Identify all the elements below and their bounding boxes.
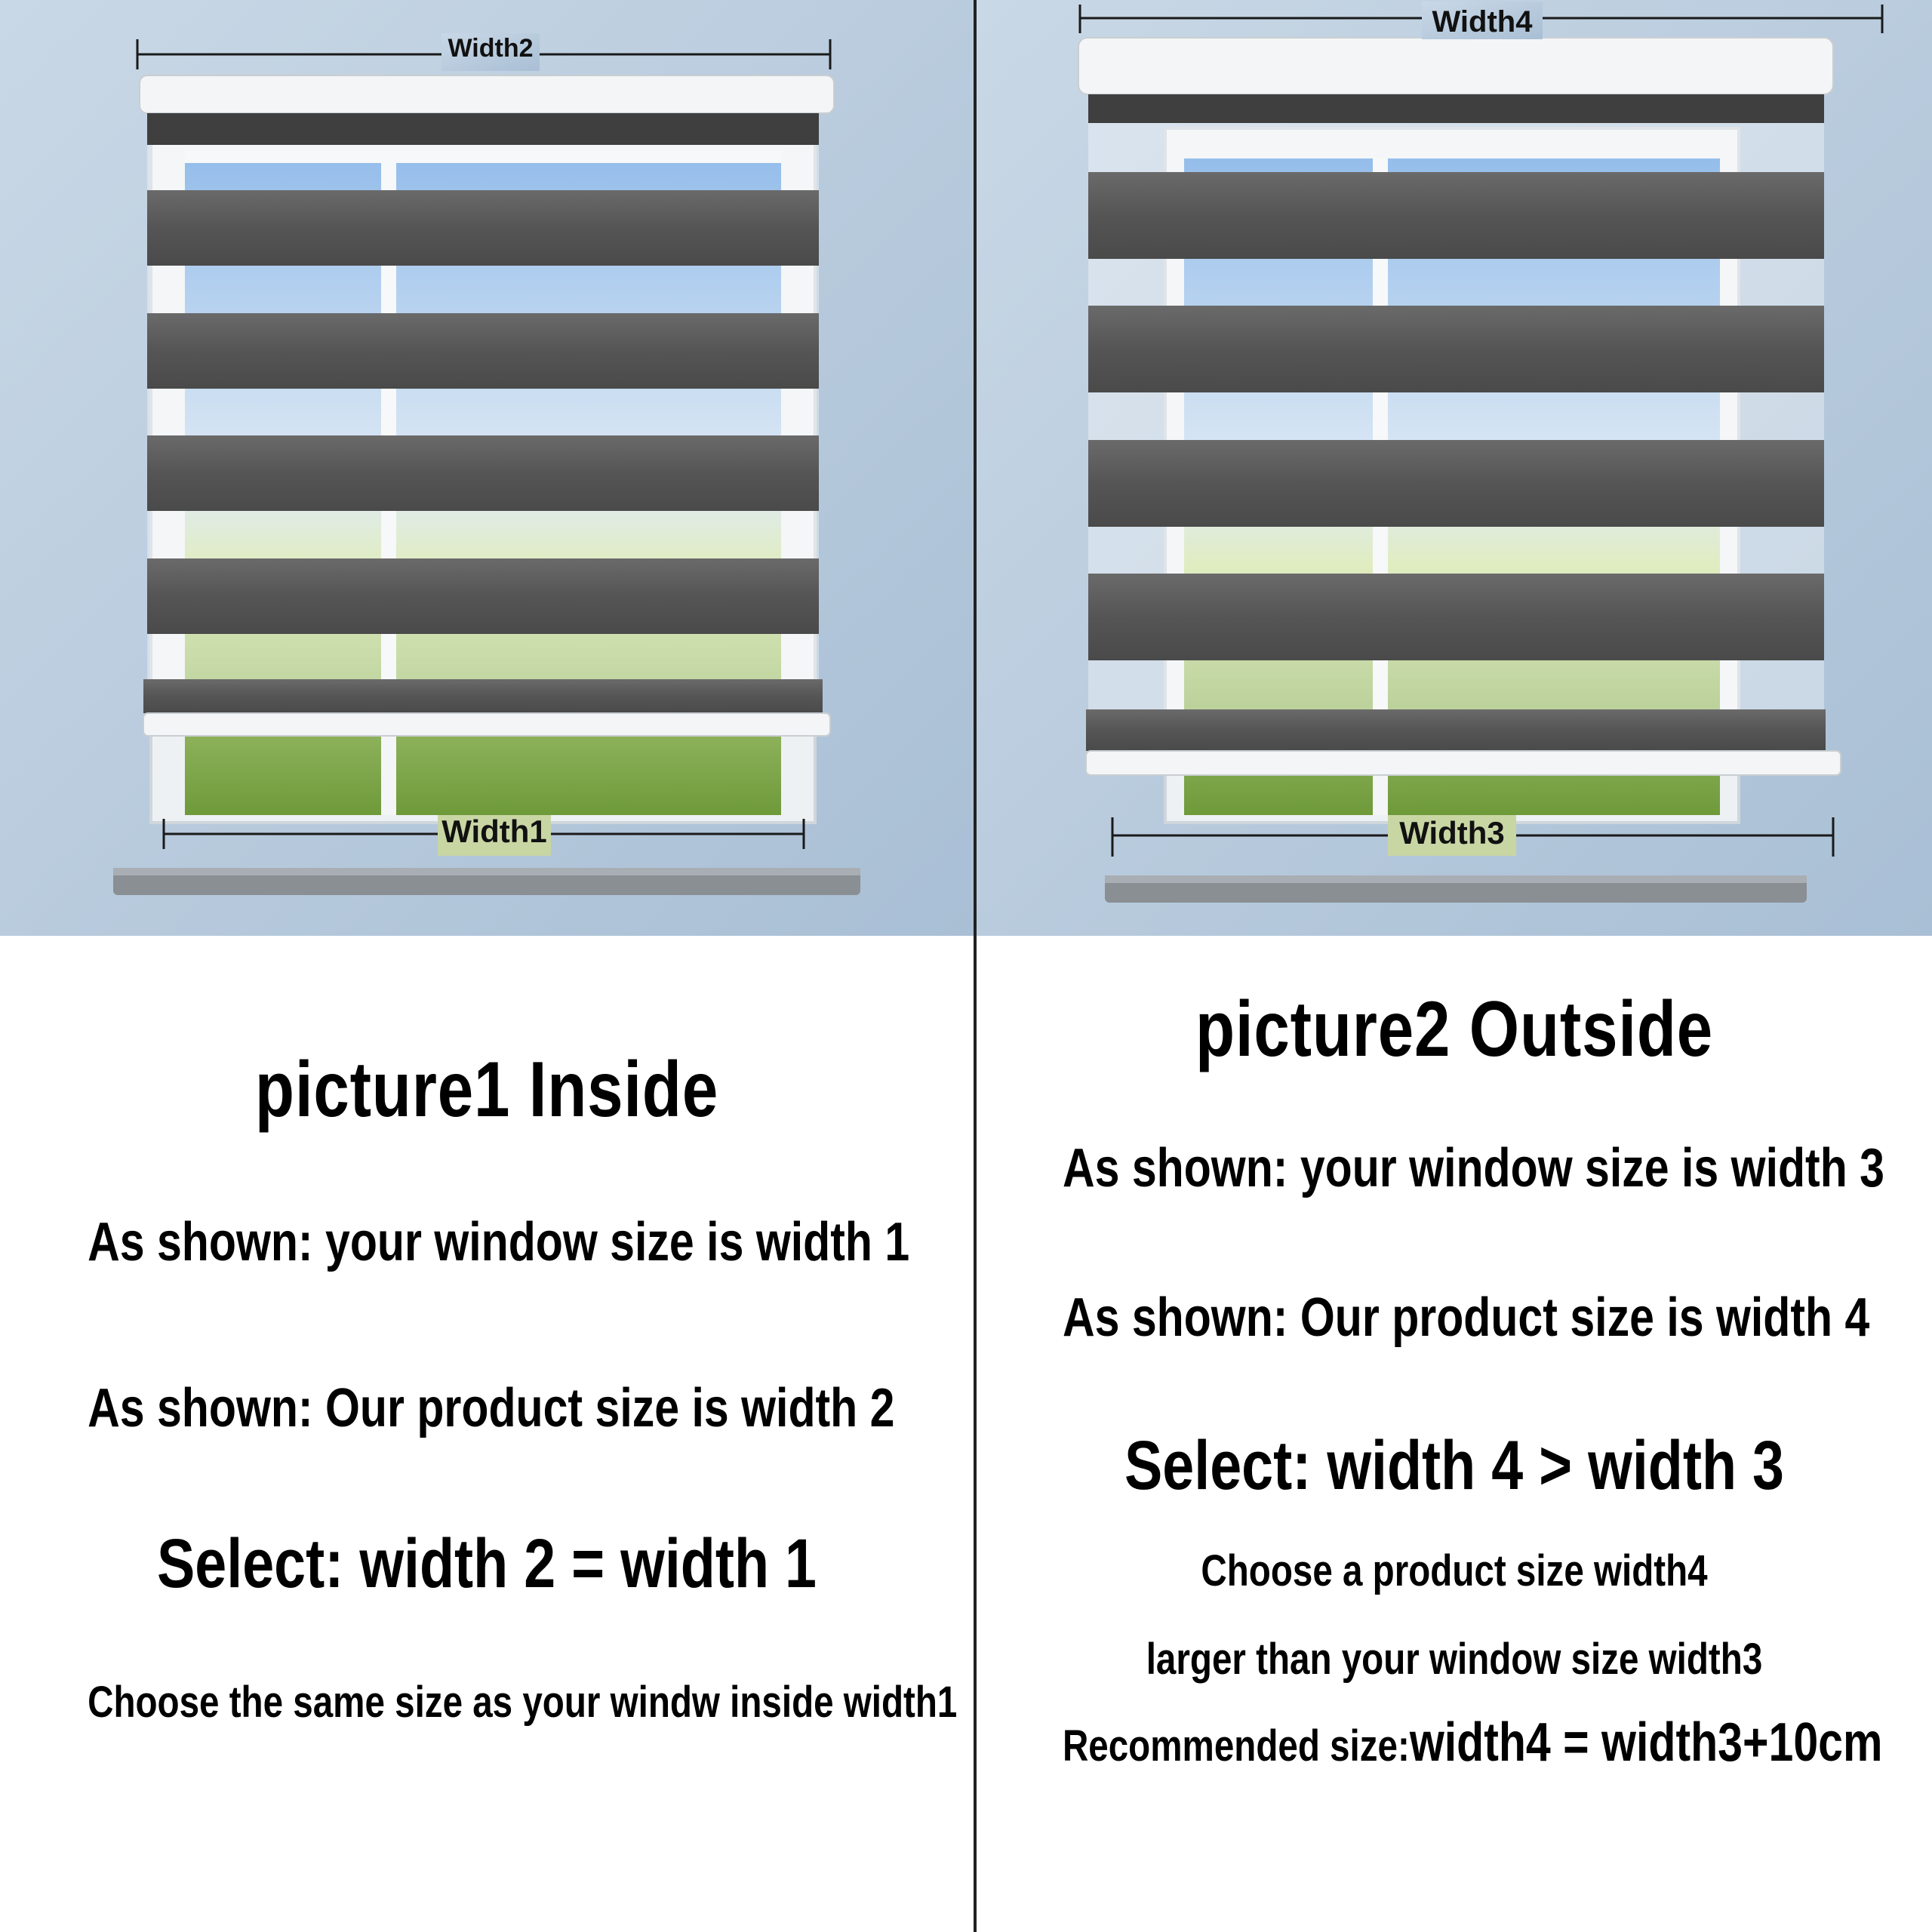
outside-panel (977, 0, 1932, 1932)
outside-window-size-text: As shown: your window size is width 3 (1062, 1138, 1885, 1198)
width3-label: Width3 (1399, 815, 1505, 851)
inside-note: Choose the same size as your windw inside width1 (88, 1678, 958, 1727)
outside-title: picture2 Outside (1195, 986, 1714, 1073)
inside-window-size-text: As shown: your window size is width 1 (88, 1212, 910, 1272)
recommended-prefix: Recommended size: (1062, 1721, 1410, 1770)
outside-select-rule: Select: width 4 > width 3 (1124, 1427, 1785, 1504)
outside-note-line2: larger than your window size width3 (1146, 1635, 1763, 1684)
outside-recommended-size (1062, 1712, 1883, 1774)
inside-window-illustration (0, 0, 974, 936)
width4-label: Width4 (1432, 5, 1533, 38)
recommended-formula: width4 = width3+10cm (1409, 1712, 1883, 1773)
outside-window-illustration (977, 0, 1932, 936)
outside-product-size-text: As shown: Our product size is width 4 (1062, 1287, 1870, 1348)
width1-label: Width1 (441, 814, 547, 849)
inside-select-rule: Select: width 2 = width 1 (156, 1525, 817, 1602)
width2-label: Width2 (448, 34, 534, 63)
inside-product-size-text: As shown: Our product size is width 2 (88, 1378, 895, 1438)
inside-title: picture1 Inside (254, 1046, 719, 1134)
outside-note-line1: Choose a product size width4 (1201, 1546, 1708, 1595)
